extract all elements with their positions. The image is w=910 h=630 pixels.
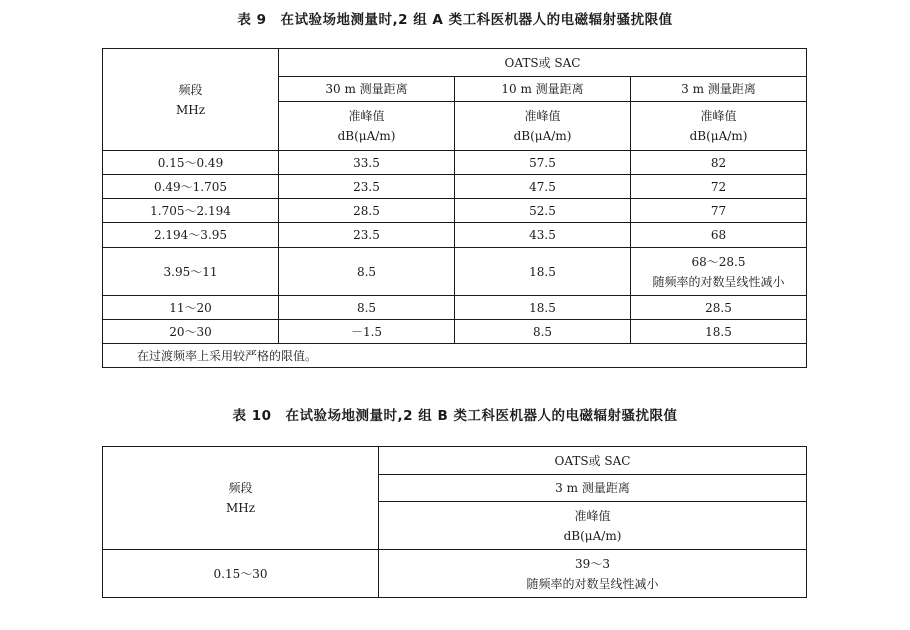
table10-detector: 准峰值 bbox=[574, 508, 611, 523]
value-10m-cell: 52.5 bbox=[455, 199, 631, 223]
table9-distance-10m: 10 m 测量距离 bbox=[455, 77, 631, 102]
freq-cell: 20～30 bbox=[103, 320, 279, 344]
table9-group-header: OATS或 SAC bbox=[279, 49, 807, 77]
value-note: 随频率的对数呈线性减小 bbox=[652, 274, 785, 289]
value-10m-cell: 18.5 bbox=[455, 296, 631, 320]
table9-unit: dB(μA/m) bbox=[513, 129, 572, 143]
value-30m-cell: －1.5 bbox=[279, 320, 455, 344]
table10-group-header: OATS或 SAC bbox=[379, 447, 807, 475]
table9 bbox=[102, 48, 807, 368]
freq-cell: 11～20 bbox=[103, 296, 279, 320]
freq-cell: 1.705～2.194 bbox=[103, 199, 279, 223]
table9-freq-header: 频段 bbox=[178, 82, 203, 97]
value-cell bbox=[379, 550, 807, 598]
value-note: 随频率的对数呈线性减小 bbox=[526, 576, 659, 591]
value-3m-cell: 18.5 bbox=[631, 320, 807, 344]
value-range: 68～28.5 bbox=[691, 254, 746, 269]
table10-freq-unit: MHz bbox=[225, 501, 256, 515]
value-3m-cell: 68 bbox=[631, 223, 807, 248]
table9-distance-30m: 30 m 测量距离 bbox=[279, 77, 455, 102]
table10-freq-header-cell bbox=[103, 447, 379, 550]
value-30m-cell: 23.5 bbox=[279, 223, 455, 248]
table10-caption: 表 10 在试验场地测量时,2 组 B 类工科医机器人的电磁辐射骚扰限值 bbox=[232, 408, 678, 424]
freq-cell: 2.194～3.95 bbox=[103, 223, 279, 248]
table9-detector-cell-10m bbox=[455, 102, 631, 151]
table9-caption: 表 9 在试验场地测量时,2 组 A 类工科医机器人的电磁辐射骚扰限值 bbox=[237, 12, 673, 28]
freq-cell: 3.95～11 bbox=[103, 248, 279, 296]
value-10m-cell: 18.5 bbox=[455, 248, 631, 296]
table-row bbox=[103, 296, 807, 320]
value-10m-cell: 8.5 bbox=[455, 320, 631, 344]
table10-unit: dB(μA/m) bbox=[563, 528, 622, 543]
table9-unit: dB(μA/m) bbox=[689, 129, 748, 143]
table9-detector: 准峰值 bbox=[348, 109, 385, 123]
value-30m-cell: 23.5 bbox=[279, 175, 455, 199]
table10-distance-3m: 3 m 测量距离 bbox=[379, 475, 807, 502]
table-row bbox=[103, 550, 807, 598]
freq-cell: 0.15～30 bbox=[103, 550, 379, 598]
table9-detector: 准峰值 bbox=[524, 109, 561, 123]
value-10m-cell: 43.5 bbox=[455, 223, 631, 248]
value-30m-cell: 8.5 bbox=[279, 248, 455, 296]
value-30m-cell: 8.5 bbox=[279, 296, 455, 320]
table9-detector-cell-3m bbox=[631, 102, 807, 151]
value-3m-cell: 72 bbox=[631, 175, 807, 199]
table-row bbox=[103, 320, 807, 344]
table9-detector: 准峰值 bbox=[700, 109, 737, 123]
table9-note: 在过渡频率上采用较严格的限值。 bbox=[103, 344, 807, 368]
table-row bbox=[103, 199, 807, 223]
table9-freq-header-cell bbox=[103, 49, 279, 151]
value-30m-cell: 33.5 bbox=[279, 151, 455, 175]
value-3m-cell bbox=[631, 248, 807, 296]
value-range: 39～3 bbox=[575, 556, 610, 571]
table9-freq-unit: MHz bbox=[175, 102, 206, 117]
table-row bbox=[103, 175, 807, 199]
table9-unit: dB(μA/m) bbox=[337, 129, 396, 143]
table9-detector-cell-30m bbox=[279, 102, 455, 151]
table10-freq-header: 频段 bbox=[228, 481, 253, 495]
table10-detector-cell bbox=[379, 502, 807, 550]
value-3m-cell: 82 bbox=[631, 151, 807, 175]
table10 bbox=[102, 446, 807, 598]
value-10m-cell: 47.5 bbox=[455, 175, 631, 199]
value-30m-cell: 28.5 bbox=[279, 199, 455, 223]
value-3m-cell: 28.5 bbox=[631, 296, 807, 320]
value-10m-cell: 57.5 bbox=[455, 151, 631, 175]
freq-cell: 0.49～1.705 bbox=[103, 175, 279, 199]
table-row bbox=[103, 223, 807, 248]
freq-cell: 0.15～0.49 bbox=[103, 151, 279, 175]
table9-distance-3m: 3 m 测量距离 bbox=[631, 77, 807, 102]
value-3m-cell: 77 bbox=[631, 199, 807, 223]
table-row bbox=[103, 151, 807, 175]
table-row bbox=[103, 248, 807, 296]
